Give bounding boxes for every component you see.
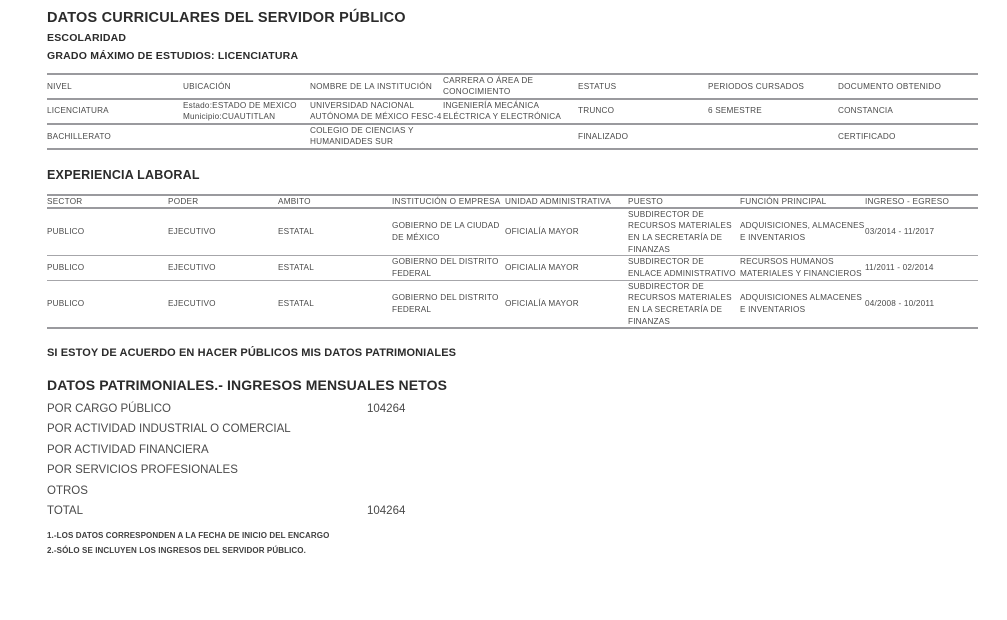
education-header-estatus: ESTATUS: [578, 81, 617, 91]
education-cell-ubicacion-estado: Estado:ESTADO DE MEXICO: [183, 100, 297, 110]
experience-cell-institucion: GOBIERNO DEL DISTRITO FEDERAL: [392, 257, 499, 278]
education-cell-carrera: [443, 125, 578, 148]
education-cell-documento: CONSTANCIA: [838, 106, 894, 116]
experience-header-sector: SECTOR: [47, 196, 83, 206]
experience-cell-periodo: 03/2014 - 11/2017: [865, 227, 935, 237]
education-cell-nivel: LICENCIATURA: [47, 106, 109, 116]
income-label: POR CARGO PÚBLICO: [47, 402, 171, 415]
education-cell-documento: CERTIFICADO: [838, 131, 896, 141]
table-row: [47, 281, 978, 328]
subheading-grado-maximo: GRADO MÁXIMO DE ESTUDIOS: LICENCIATURA: [47, 50, 299, 63]
education-header-periodos: PERIODOS CURSADOS: [708, 81, 805, 91]
education-table-body-1: [47, 100, 978, 123]
experience-cell-poder: EJECUTIVO: [168, 227, 216, 237]
experience-cell-institucion: GOBIERNO DEL DISTRITO FEDERAL: [392, 293, 499, 314]
experience-header-institucion: INSTITUCIÓN O EMPRESA: [392, 196, 501, 206]
experience-header-ambito: AMBITO: [278, 196, 311, 206]
experience-cell-institucion: GOBIERNO DE LA CIUDAD DE MÉXICO: [392, 221, 500, 243]
education-header-documento: DOCUMENTO OBTENIDO: [838, 81, 942, 91]
experience-table-body-3: [47, 281, 978, 328]
experience-table-body-1: [47, 209, 978, 256]
experience-table: [47, 196, 978, 207]
consent-statement: SI ESTOY DE ACUERDO EN HACER PÚBLICOS MIS DATOS PATRIMONIALES: [47, 347, 457, 360]
experience-header-periodo: INGRESO - EGRESO: [865, 196, 950, 206]
table-row: [47, 209, 978, 256]
education-header-institucion: NOMBRE DE LA INSTITUCIÓN: [310, 81, 433, 91]
section-title-experiencia-laboral: EXPERIENCIA LABORAL: [47, 168, 200, 183]
education-cell-institucion: COLEGIO DE CIENCIAS Y HUMANIDADES SUR: [310, 125, 414, 147]
income-label: OTROS: [47, 484, 88, 497]
education-cell-estatus: FINALIZADO: [578, 131, 629, 141]
education-cell-ubicacion: [183, 100, 310, 123]
experience-header-puesto: PUESTO: [628, 196, 664, 206]
income-section-title: DATOS PATRIMONIALES.- INGRESOS MENSUALES NETOS: [47, 377, 448, 394]
footnotes: [47, 528, 978, 558]
experience-cell-funcion: ADQUISICIONES ALMACENES E INVENTARIOS: [740, 293, 862, 314]
education-cell-institucion: UNIVERSIDAD NACIONAL AUTÓNOMA DE MÉXICO FESC-4: [310, 100, 442, 122]
experience-table-body-2: [47, 256, 978, 279]
list-item: [47, 461, 978, 482]
table-row: [47, 100, 978, 123]
education-header-ubicacion: UBICACIÓN: [183, 81, 231, 91]
experience-cell-unidad: OFICIALÍA MAYOR: [505, 299, 579, 309]
education-cell-ubicacion-municipio: Municipio:CUAUTITLAN: [183, 112, 276, 122]
education-cell-periodos: 6 SEMESTRE: [708, 106, 762, 116]
experience-cell-ambito: ESTATAL: [278, 263, 314, 273]
experience-cell-periodo: 11/2011 - 02/2014: [865, 263, 934, 273]
experience-header-unidad: UNIDAD ADMINISTRATIVA: [505, 196, 611, 206]
income-list: [47, 399, 978, 522]
experience-cell-periodo: 04/2008 - 10/2011: [865, 299, 935, 309]
subheading-escolaridad: ESCOLARIDAD: [47, 32, 127, 45]
table-row: [47, 256, 978, 279]
income-label: POR ACTIVIDAD FINANCIERA: [47, 443, 209, 456]
education-cell-estatus: TRUNCO: [578, 106, 615, 116]
experience-cell-sector: PUBLICO: [47, 299, 85, 309]
education-header-nivel: NIVEL: [47, 81, 72, 91]
education-header-carrera: CARRERA O ÁREA DE CONOCIMIENTO: [443, 76, 534, 97]
footnote-1: 1.-LOS DATOS CORRESPONDEN A LA FECHA DE INICIO DEL ENCARGO: [47, 531, 330, 541]
income-value-total: 104264: [367, 505, 406, 518]
experience-cell-unidad: OFICIALIA MAYOR: [505, 263, 579, 273]
education-table-body-2: [47, 125, 978, 148]
experience-cell-funcion: ADQUISICIONES, ALMACENES E INVENTARIOS: [740, 221, 865, 243]
experience-cell-sector: PUBLICO: [47, 227, 85, 237]
experience-cell-ambito: ESTATAL: [278, 227, 314, 237]
list-item: [47, 502, 978, 523]
income-label-total: TOTAL: [47, 505, 83, 518]
experience-cell-puesto: SUBDIRECTOR DE ENLACE ADMINISTRATIVO: [628, 257, 736, 278]
experience-cell-puesto: SUBDIRECTOR DE RECURSOS MATERIALES EN LA SECRETARÍA DE FINANZAS: [628, 281, 732, 326]
list-item: [47, 440, 978, 461]
list-item: [47, 420, 978, 441]
list-item: [47, 399, 978, 420]
income-value: 104264: [367, 402, 406, 415]
experience-cell-ambito: ESTATAL: [278, 299, 314, 309]
footnote-2: 2.-SÓLO SE INCLUYEN LOS INGRESOS DEL SERVIDOR PÚBLICO.: [47, 546, 306, 556]
experience-cell-sector: PUBLICO: [47, 263, 85, 273]
experience-cell-puesto: SUBDIRECTOR DE RECURSOS MATERIALES EN LA SECRETARÍA DE FINANZAS: [628, 209, 732, 254]
experience-cell-poder: EJECUTIVO: [168, 263, 216, 273]
page-title: DATOS CURRICULARES DEL SERVIDOR PÚBLICO: [47, 10, 406, 26]
experience-cell-funcion: RECURSOS HUMANOS MATERIALES Y FINANCIEROS: [740, 257, 862, 278]
table-row: [47, 125, 978, 148]
list-item: [47, 481, 978, 502]
education-cell-nivel: BACHILLERATO: [47, 131, 111, 141]
income-label: POR SERVICIOS PROFESIONALES: [47, 464, 238, 477]
experience-cell-poder: EJECUTIVO: [168, 299, 216, 309]
education-table: [47, 75, 978, 97]
experience-table-header-row: [47, 196, 978, 207]
education-cell-ubicacion: [183, 125, 310, 148]
education-cell-carrera: INGENIERÍA MECÁNICA ELÉCTRICA Y ELECTRÓNICA: [443, 100, 562, 122]
experience-header-funcion: FUNCIÓN PRINCIPAL: [740, 196, 827, 206]
experience-header-poder: PODER: [168, 196, 199, 206]
document-content: [47, 0, 978, 559]
income-label: POR ACTIVIDAD INDUSTRIAL O COMERCIAL: [47, 423, 291, 436]
experience-cell-unidad: OFICIALÍA MAYOR: [505, 227, 579, 237]
education-table-header-row: [47, 75, 978, 97]
education-cell-periodos: [708, 125, 838, 148]
